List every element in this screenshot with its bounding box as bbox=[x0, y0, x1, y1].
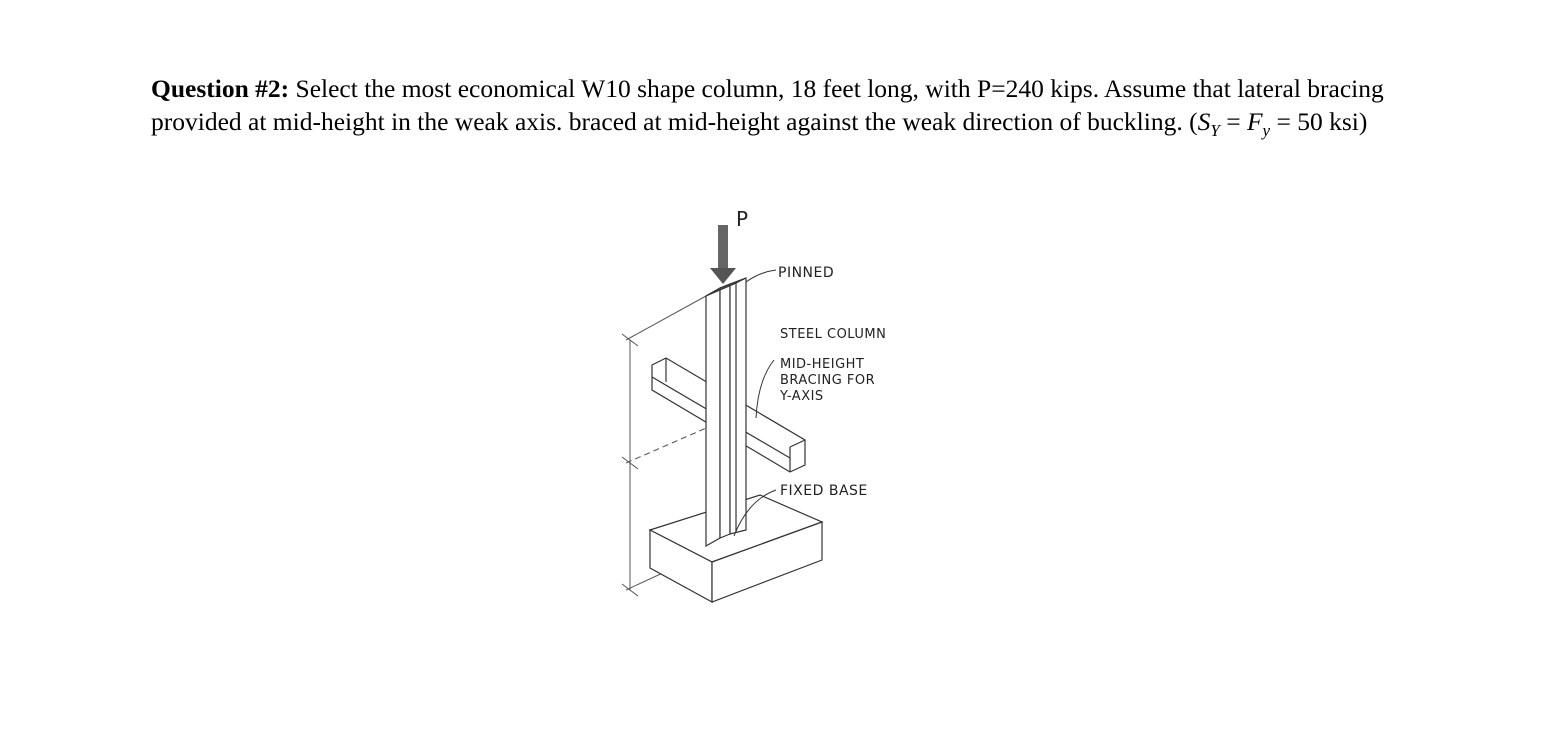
fy-subscript: y bbox=[1262, 121, 1271, 141]
sy-symbol: S bbox=[1197, 107, 1211, 136]
steel-column bbox=[706, 278, 746, 546]
load-arrow bbox=[710, 225, 736, 284]
column-sketch-svg bbox=[600, 200, 920, 620]
fixed-base-label: FIXED BASE bbox=[780, 483, 868, 499]
question-body: Select the most economical W10 shape column, 18 feet long, with P=240 kips. Assume that lateral bracing provided at mid-height in the weak axis. braced at mid-height against the weak direction of buckling. ( bbox=[151, 74, 1384, 136]
equals-1: = bbox=[1219, 107, 1247, 136]
load-label: P bbox=[736, 207, 749, 231]
steel-column-label: STEEL COLUMN bbox=[780, 327, 887, 342]
column-sketch-figure bbox=[600, 200, 920, 620]
bracing-label-line2: BRACING FOR bbox=[780, 373, 876, 388]
fy-symbol: F bbox=[1246, 107, 1263, 136]
equals-value: = 50 ksi) bbox=[1270, 107, 1368, 136]
question-label: Question #2: bbox=[151, 74, 290, 103]
sy-subscript: Y bbox=[1210, 121, 1220, 141]
bracing-label-line3: Y-AXIS bbox=[780, 389, 824, 404]
question-text bbox=[151, 72, 1391, 141]
pinned-label: PINNED bbox=[778, 265, 835, 281]
bracing-label-line1: MID-HEIGHT bbox=[780, 357, 865, 372]
